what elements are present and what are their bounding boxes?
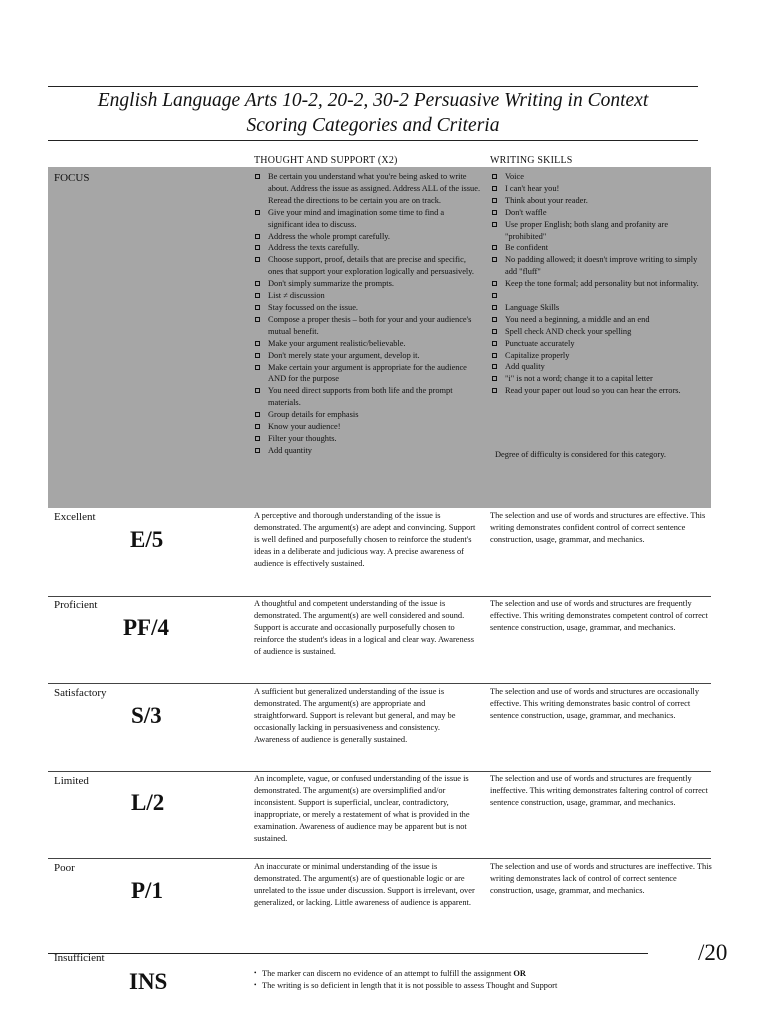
checkbox-icon (492, 210, 497, 215)
checklist-item: Language Skills (490, 302, 710, 314)
checkbox-icon (492, 376, 497, 381)
checklist-item: Stay focussed on the issue. (253, 302, 481, 314)
title-bottom-rule (48, 140, 698, 141)
insufficient-rule (48, 953, 648, 954)
checkbox-icon (492, 388, 497, 393)
checklist-item: Don't waffle (490, 207, 710, 219)
checklist-item: Compose a proper thesis – both for your and your audience's mutual benefit. (253, 314, 481, 338)
checkbox-icon (255, 365, 260, 370)
level-code-limited: L/2 (131, 790, 165, 815)
checkbox-icon (255, 424, 260, 429)
checklist-item: Address the whole prompt carefully. (253, 231, 481, 243)
checkbox-icon (492, 293, 497, 298)
writing-skills-checklist (490, 171, 710, 397)
checkbox-icon (492, 257, 497, 262)
writing-skills-poor: The selection and use of words and structures are ineffective. This writing demonstrates lack of control of correct sentence construction, usage, grammar, and mechanics. (490, 862, 712, 895)
checkbox-icon (255, 293, 260, 298)
checklist-item: You need direct supports from both life and the prompt materials. (253, 385, 481, 409)
checkbox-icon (492, 186, 497, 191)
checklist-item: Punctuate accurately (490, 338, 710, 350)
checklist-item: Know your audience! (253, 421, 481, 433)
checklist-item (490, 290, 710, 302)
checkbox-icon (255, 448, 260, 453)
checklist-item: Give your mind and imagination some time to find a significant idea to discuss. (253, 207, 481, 231)
checkbox-icon (255, 257, 260, 262)
checklist-item: Be certain you understand what you're being asked to write about. Address the issue as assigned. Address ALL of the issue. Reread the directions to be certain you are on track. (253, 171, 481, 207)
level-code-excellent: E/5 (130, 527, 164, 552)
checklist-item: Voice (490, 171, 710, 183)
thought-support-proficient: A thoughtful and competent understanding of the issue is demonstrated. The argument(s) are well considered and sound. Support is accurate and occasionally purposefully chosen to reinforce the student's ideas in a logical and clear way. Awareness of audience is sustained. (254, 599, 474, 656)
row-divider (48, 858, 711, 859)
writing-skills-proficient: The selection and use of words and structures are frequently effective. This writing demonstrates competent control of correct sentence construction, usage, grammar, and mechanics. (490, 599, 708, 632)
checkbox-icon (492, 222, 497, 227)
checkbox-icon (255, 388, 260, 393)
checkbox-icon (255, 353, 260, 358)
thought-support-excellent: A perceptive and thorough understanding of the issue is demonstrated. The argument(s) are adept and convincing. Support is well defined and purposefully chosen to reinforce the student's ideas in a deliberate and judicious way. A precise awareness of audience is effectively sustained. (254, 511, 476, 568)
level-code-insufficient: INS (129, 969, 168, 994)
writing-skills-header: WRITING SKILLS (490, 155, 573, 166)
checklist-item: Make your argument realistic/believable. (253, 338, 481, 350)
level-name-excellent: Excellent (54, 511, 96, 523)
checkbox-icon (255, 305, 260, 310)
row-divider (48, 596, 711, 597)
focus-panel (48, 167, 711, 508)
checkbox-icon (492, 305, 497, 310)
checkbox-icon (255, 341, 260, 346)
checkbox-icon (255, 174, 260, 179)
writing-skills-satisfactory: The selection and use of words and structures are occasionally effective. This writing demonstrates basic control of correct sentence construction, usage, grammar, and mechanics. (490, 687, 700, 720)
checklist-item: Be confident (490, 242, 710, 254)
focus-label: FOCUS (54, 172, 90, 184)
level-name-proficient: Proficient (54, 599, 98, 611)
writing-skills-excellent: The selection and use of words and structures are effective. This writing demonstrates confident control of correct sentence construction, usage, grammar, and mechanics. (490, 511, 706, 544)
checkbox-icon (255, 210, 260, 215)
checkbox-icon (492, 341, 497, 346)
checklist-item: You need a beginning, a middle and an end (490, 314, 710, 326)
checkbox-icon (255, 234, 260, 239)
score-total: /20 (698, 940, 728, 965)
insufficient-criteria (254, 968, 557, 991)
row-divider (48, 771, 711, 772)
checklist-item: I can't hear you! (490, 183, 710, 195)
level-code-satisfactory: S/3 (131, 703, 162, 728)
title-top-rule (48, 86, 698, 87)
thought-support-satisfactory: A sufficient but generalized understanding of the issue is demonstrated. The argument(s) are appropriate and straightforward. Support is relevant but general, and may be occasionally lacking in persuasiveness and consistency. Awareness of audience is generally sustained. (254, 687, 456, 744)
checkbox-icon (492, 353, 497, 358)
checkbox-icon (492, 245, 497, 250)
checklist-item: Don't simply summarize the prompts. (253, 278, 481, 290)
writing-skills-limited: The selection and use of words and structures are frequently ineffective. This writing demonstrates faltering control of correct sentence construction, usage, grammar, and mechanics. (490, 774, 708, 807)
checklist-item: Add quality (490, 361, 710, 373)
checklist-item: Think about your reader. (490, 195, 710, 207)
page-title (48, 88, 698, 138)
level-name-satisfactory: Satisfactory (54, 687, 107, 699)
level-name-insufficient: Insufficient (54, 952, 105, 964)
checkbox-icon (492, 317, 497, 322)
checkbox-icon (492, 174, 497, 179)
checkbox-icon (255, 317, 260, 322)
thought-support-header: THOUGHT AND SUPPORT (X2) (254, 155, 398, 166)
checklist-item: Group details for emphasis (253, 409, 481, 421)
level-code-proficient: PF/4 (123, 615, 169, 640)
checkbox-icon (255, 245, 260, 250)
checklist-item: Read your paper out loud so you can hear the errors. (490, 385, 710, 397)
level-name-limited: Limited (54, 775, 89, 787)
checklist-item: Spell check AND check your spelling (490, 326, 710, 338)
checkbox-icon (255, 436, 260, 441)
thought-support-limited: An incomplete, vague, or confused understanding of the issue is demonstrated. The argument(s) are oversimplified and/or inconsistent. Support is superficial, unclear, contradictory, inappropriate, or merely a restatement of what is provided in the examination. Awareness of audience may be apparent but is not sustained. (254, 774, 470, 843)
insufficient-bullet: • The marker can discern no evidence of an attempt to fulfill the assignment OR (254, 968, 557, 980)
checklist-item: No padding allowed; it doesn't improve writing to simply add "fluff" (490, 254, 710, 278)
checklist-item: Address the texts carefully. (253, 242, 481, 254)
insufficient-bullet: • The writing is so deficient in length that it is not possible to assess Thought and Support (254, 980, 557, 992)
title-line-2: Scoring Categories and Criteria (246, 115, 500, 136)
difficulty-note: Degree of difficulty is considered for this category. (495, 450, 666, 459)
checklist-item: List ≠ discussion (253, 290, 481, 302)
row-divider (48, 683, 711, 684)
level-name-poor: Poor (54, 862, 75, 874)
thought-support-poor: An inaccurate or minimal understanding of the issue is demonstrated. The argument(s) are of questionable logic or are unrelated to the issue under discussion. Support is irrelevant, over generalized, or lacking. Little awareness of audience is apparent. (254, 862, 475, 907)
checklist-item: Choose support, proof, details that are precise and specific, ones that support your exploration logically and persuasively. (253, 254, 481, 278)
checklist-item: Capitalize properly (490, 350, 710, 362)
checklist-item: Add quantity (253, 445, 481, 457)
checklist-item: Don't merely state your argument, develop it. (253, 350, 481, 362)
checklist-item: Use proper English; both slang and profanity are "prohibited" (490, 219, 710, 243)
checklist-item: Make certain your argument is appropriate for the audience AND for the purpose (253, 362, 481, 386)
checklist-item: Filter your thoughts. (253, 433, 481, 445)
title-line-1: English Language Arts 10-2, 20-2, 30-2 Persuasive Writing in Context (97, 90, 649, 111)
checkbox-icon (492, 198, 497, 203)
thought-support-checklist (253, 171, 481, 457)
checkbox-icon (255, 281, 260, 286)
checkbox-icon (255, 412, 260, 417)
level-code-poor: P/1 (131, 878, 163, 903)
checklist-item: "i" is not a word; change it to a capital letter (490, 373, 710, 385)
checklist-item: Keep the tone formal; add personality but not informality. (490, 278, 710, 290)
checkbox-icon (492, 281, 497, 286)
checkbox-icon (492, 329, 497, 334)
checkbox-icon (492, 364, 497, 369)
